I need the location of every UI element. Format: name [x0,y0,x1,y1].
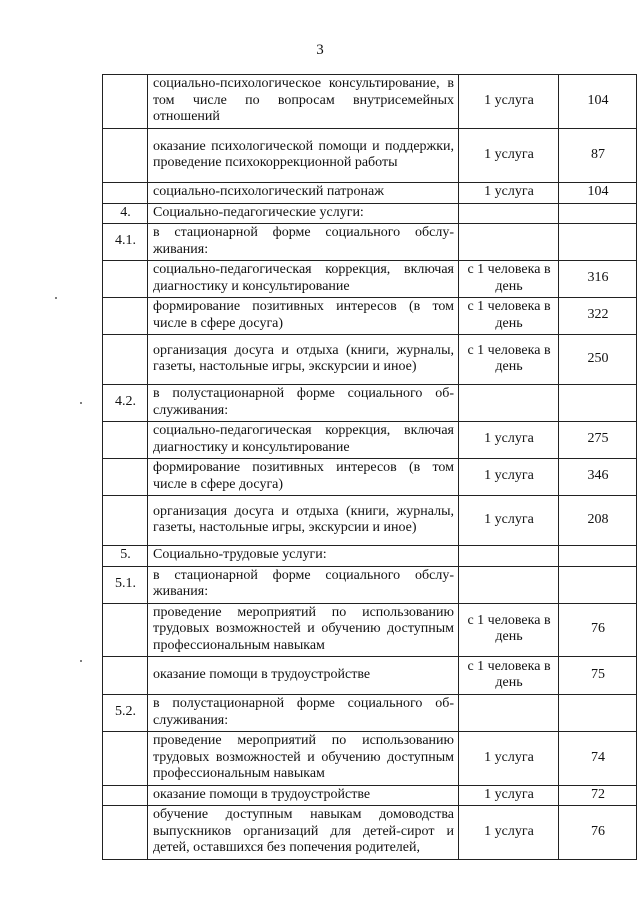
page-number: 3 [316,42,324,58]
tariff-value: 346 [559,459,637,496]
service-name: организация досуга и отдыха (книги, журналы, газеты, настольные игры, экскурсии и иное) [148,496,459,546]
tariff-value [559,695,637,732]
tariff-value [559,224,637,261]
tariff-value: 87 [559,129,637,183]
row-number [103,298,148,335]
row-number [103,183,148,204]
row-number: 4.1. [103,224,148,261]
tariff-value: 104 [559,183,637,204]
service-name: оказание помощи в трудоустройстве [148,785,459,806]
unit-of-service: 1 услуга [459,459,559,496]
unit-of-service: с 1 человека в день [459,335,559,385]
tariff-value: 76 [559,806,637,860]
tariff-value [559,546,637,567]
table-row [103,603,637,657]
tariff-value: 75 [559,657,637,695]
tariff-value [559,203,637,224]
service-name: Социально-трудовые услуги: [148,546,459,567]
scan-speck [55,297,57,299]
table-row [103,496,637,546]
tariff-value: 208 [559,496,637,546]
table-row [103,203,637,224]
unit-of-service [459,224,559,261]
table-row [103,298,637,335]
service-name: организация досуга и отдыха (книги, журналы, газеты, настольные игры, экскурсии и иное) [148,335,459,385]
table-row [103,422,637,459]
row-number [103,496,148,546]
row-number [103,806,148,860]
tariff-value: 104 [559,75,637,129]
row-number: 4. [103,203,148,224]
table-row [103,385,637,422]
unit-of-service: 1 услуга [459,129,559,183]
row-number [103,657,148,695]
row-number [103,129,148,183]
service-name: обучение доступным навыкам домоводства выпускников организаций для детей-сирот и детей, оставшихся без попечения родителей, [148,806,459,860]
service-name: социально-педагогическая коррекция, включая диагностику и консультирование [148,422,459,459]
row-number [103,785,148,806]
service-name: формирование позитивных интересов (в том числе в сфере досуга) [148,298,459,335]
unit-of-service: 1 услуга [459,183,559,204]
services-table-body [103,75,637,860]
unit-of-service: 1 услуга [459,422,559,459]
tariff-value: 76 [559,603,637,657]
service-name: проведение мероприятий по использованию трудовых возможностей и обучению доступным профессиональным навыкам [148,732,459,786]
service-name: оказание психологической помощи и поддержки, проведение психокоррекционной работы [148,129,459,183]
tariff-value: 316 [559,261,637,298]
table-row [103,695,637,732]
unit-of-service: 1 услуга [459,785,559,806]
row-number [103,732,148,786]
service-name: социально-психологическое консультирование, в том числе по вопросам внутрисемейных отношений [148,75,459,129]
row-number: 5. [103,546,148,567]
unit-of-service [459,546,559,567]
row-number: 5.2. [103,695,148,732]
table-row [103,546,637,567]
unit-of-service [459,695,559,732]
row-number: 4.2. [103,385,148,422]
unit-of-service [459,566,559,603]
scan-speck [80,660,82,662]
table-row [103,566,637,603]
tariff-value: 72 [559,785,637,806]
tariff-value [559,385,637,422]
unit-of-service [459,385,559,422]
service-name: социально-педагогическая коррекция, включая диагностику и консультирование [148,261,459,298]
row-number: 5.1. [103,566,148,603]
tariff-value: 250 [559,335,637,385]
unit-of-service [459,203,559,224]
service-name: Социально-педагогические услуги: [148,203,459,224]
unit-of-service: 1 услуга [459,732,559,786]
service-name: формирование позитивных интересов (в том числе в сфере досуга) [148,459,459,496]
tariff-value [559,566,637,603]
unit-of-service: с 1 человека в день [459,261,559,298]
service-name: социально-психологический патронаж [148,183,459,204]
table-row [103,335,637,385]
service-name: в стационарной форме социального обслуживания: [148,566,459,603]
table-row [103,75,637,129]
table-row [103,806,637,860]
row-number [103,261,148,298]
row-number [103,459,148,496]
table-row [103,785,637,806]
table-row [103,732,637,786]
service-name: оказание помощи в трудоустройстве [148,657,459,695]
row-number [103,422,148,459]
table-row [103,129,637,183]
unit-of-service: с 1 человека в день [459,603,559,657]
tariff-value: 275 [559,422,637,459]
table-row [103,183,637,204]
row-number [103,603,148,657]
unit-of-service: 1 услуга [459,806,559,860]
unit-of-service: 1 услуга [459,75,559,129]
scan-speck [80,402,82,404]
unit-of-service: с 1 человека в день [459,657,559,695]
service-name: в стационарной форме социального обслуживания: [148,224,459,261]
service-name: проведение мероприятий по использованию трудовых возможностей и обучению доступным профессиональным навыкам [148,603,459,657]
table-row [103,459,637,496]
row-number [103,335,148,385]
table-row [103,657,637,695]
service-name: в полустационарной форме социального обслуживания: [148,385,459,422]
table-row [103,224,637,261]
tariff-value: 322 [559,298,637,335]
tariff-value: 74 [559,732,637,786]
service-name: в полустационарной форме социального обслуживания: [148,695,459,732]
row-number [103,75,148,129]
unit-of-service: с 1 человека в день [459,298,559,335]
services-table [102,74,637,860]
table-row [103,261,637,298]
unit-of-service: 1 услуга [459,496,559,546]
